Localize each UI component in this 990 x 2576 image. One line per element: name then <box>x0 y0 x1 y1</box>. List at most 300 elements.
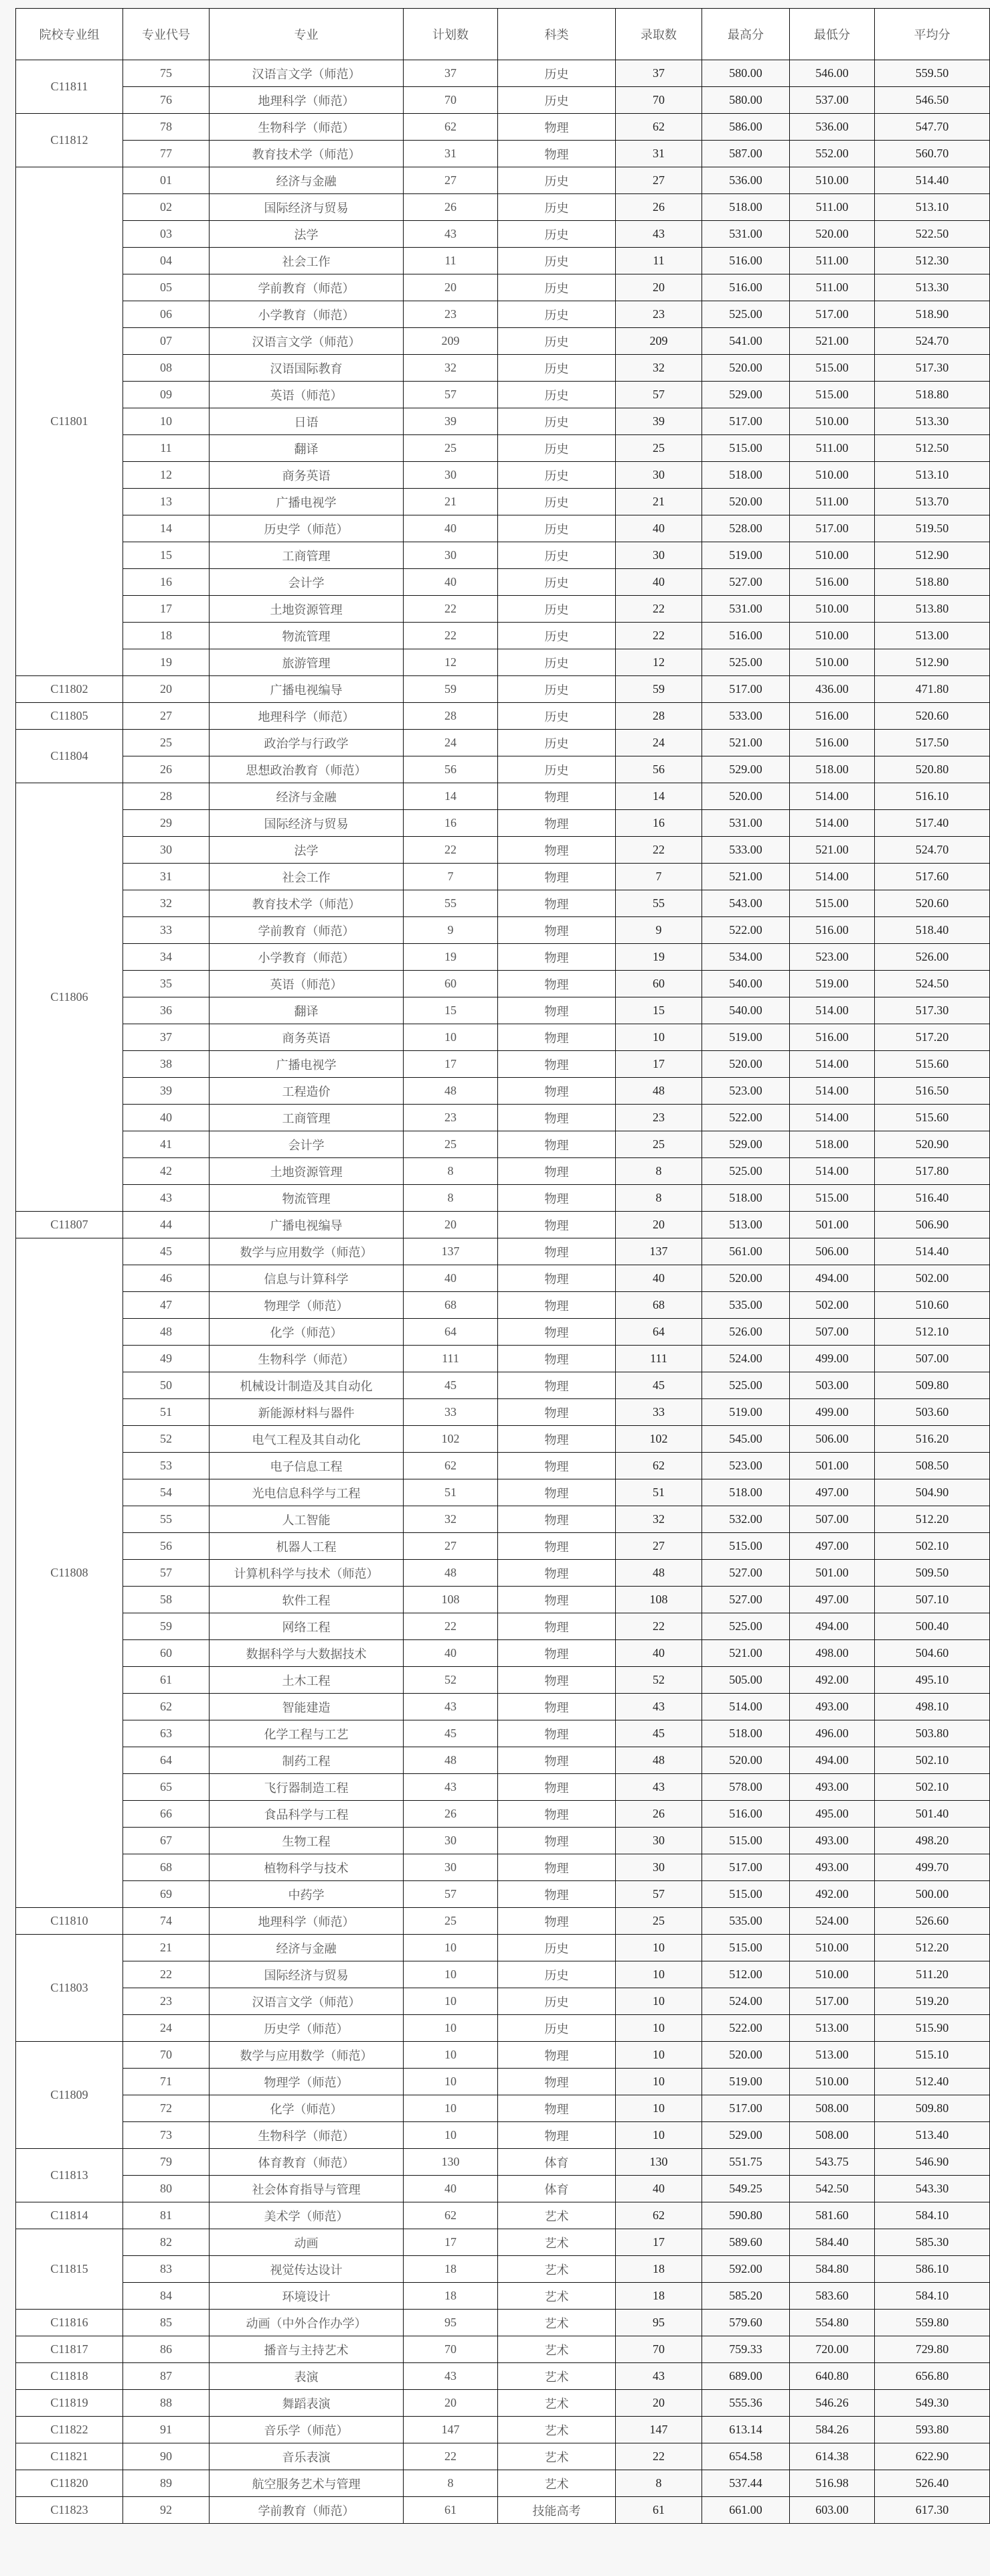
admitted-count: 24 <box>616 730 702 756</box>
table-row <box>16 515 990 542</box>
max-score: 578.00 <box>702 1774 790 1801</box>
avg-score: 547.70 <box>875 114 990 141</box>
plan-count: 25 <box>404 1908 498 1935</box>
subject-type: 历史 <box>498 1961 616 1988</box>
plan-count: 62 <box>404 2202 498 2229</box>
avg-score: 499.70 <box>875 1854 990 1881</box>
group-code: C11817 <box>16 2336 123 2363</box>
avg-score: 584.10 <box>875 2202 990 2229</box>
max-score: 516.00 <box>702 1801 790 1828</box>
group-code: C11803 <box>16 1935 123 2042</box>
major-code: 46 <box>123 1265 210 1292</box>
table-row <box>16 435 990 462</box>
max-score: 549.25 <box>702 2176 790 2202</box>
subject-type: 艺术 <box>498 2202 616 2229</box>
min-score: 614.38 <box>790 2443 875 2470</box>
admitted-count: 62 <box>616 1453 702 1479</box>
max-score: 587.00 <box>702 141 790 167</box>
max-score: 527.00 <box>702 1587 790 1613</box>
plan-count: 14 <box>404 783 498 810</box>
major-code: 08 <box>123 355 210 382</box>
major-code: 68 <box>123 1854 210 1881</box>
major-name: 生物科学（师范） <box>210 2122 404 2149</box>
max-score: 514.00 <box>702 1694 790 1720</box>
major-code: 04 <box>123 248 210 274</box>
major-name: 学前教育（师范） <box>210 917 404 944</box>
table-row <box>16 408 990 435</box>
major-code: 83 <box>123 2256 210 2283</box>
admitted-count: 68 <box>616 1292 702 1319</box>
subject-type: 历史 <box>498 462 616 489</box>
subject-type: 物理 <box>498 1533 616 1560</box>
admitted-count: 40 <box>616 1265 702 1292</box>
subject-type: 艺术 <box>498 2310 616 2336</box>
major-code: 53 <box>123 1453 210 1479</box>
major-name: 思想政治教育（师范） <box>210 756 404 783</box>
plan-count: 102 <box>404 1426 498 1453</box>
major-code: 30 <box>123 837 210 864</box>
min-score: 510.00 <box>790 2069 875 2095</box>
subject-type: 物理 <box>498 1426 616 1453</box>
avg-score: 519.50 <box>875 515 990 542</box>
avg-score: 503.60 <box>875 1399 990 1426</box>
admitted-count: 57 <box>616 1881 702 1908</box>
major-code: 84 <box>123 2283 210 2310</box>
subject-type: 物理 <box>498 1078 616 1105</box>
table-row <box>16 1372 990 1399</box>
major-code: 47 <box>123 1292 210 1319</box>
max-score: 515.00 <box>702 435 790 462</box>
table-row <box>16 971 990 997</box>
table-row <box>16 1801 990 1828</box>
major-code: 21 <box>123 1935 210 1961</box>
subject-type: 艺术 <box>498 2417 616 2443</box>
subject-type: 物理 <box>498 890 616 917</box>
subject-type: 物理 <box>498 1024 616 1051</box>
plan-count: 68 <box>404 1292 498 1319</box>
min-score: 514.00 <box>790 1078 875 1105</box>
avg-score: 471.80 <box>875 676 990 703</box>
table-row <box>16 1961 990 1988</box>
table-row <box>16 2390 990 2417</box>
plan-count: 17 <box>404 1051 498 1078</box>
major-name: 小学教育（师范） <box>210 301 404 328</box>
major-code: 80 <box>123 2176 210 2202</box>
major-code: 89 <box>123 2470 210 2497</box>
avg-score: 518.80 <box>875 569 990 596</box>
major-name: 国际经济与贸易 <box>210 194 404 221</box>
admitted-count: 10 <box>616 2122 702 2149</box>
major-name: 国际经济与贸易 <box>210 1961 404 1988</box>
table-row <box>16 1265 990 1292</box>
group-code: C11802 <box>16 676 123 703</box>
major-code: 39 <box>123 1078 210 1105</box>
admitted-count: 209 <box>616 328 702 355</box>
min-score: 492.00 <box>790 1667 875 1694</box>
header-subject: 科类 <box>498 9 616 60</box>
min-score: 508.00 <box>790 2095 875 2122</box>
min-score: 498.00 <box>790 1640 875 1667</box>
avg-score: 506.90 <box>875 1212 990 1238</box>
avg-score: 526.00 <box>875 944 990 971</box>
max-score: 522.00 <box>702 2015 790 2042</box>
subject-type: 物理 <box>498 1212 616 1238</box>
major-name: 制药工程 <box>210 1747 404 1774</box>
max-score: 585.20 <box>702 2283 790 2310</box>
group-code: C11819 <box>16 2390 123 2417</box>
table-row <box>16 382 990 408</box>
table-row <box>16 2176 990 2202</box>
min-score: 584.26 <box>790 2417 875 2443</box>
major-code: 66 <box>123 1801 210 1828</box>
major-name: 教育技术学（师范） <box>210 890 404 917</box>
table-row <box>16 2310 990 2336</box>
admitted-count: 40 <box>616 2176 702 2202</box>
admitted-count: 57 <box>616 382 702 408</box>
max-score: 525.00 <box>702 649 790 676</box>
major-code: 06 <box>123 301 210 328</box>
admitted-count: 64 <box>616 1319 702 1346</box>
major-code: 60 <box>123 1640 210 1667</box>
table-row <box>16 1935 990 1961</box>
table-row <box>16 87 990 114</box>
table-row <box>16 1212 990 1238</box>
subject-type: 物理 <box>498 114 616 141</box>
admitted-count: 40 <box>616 569 702 596</box>
major-name: 信息与计算科学 <box>210 1265 404 1292</box>
max-score: 555.36 <box>702 2390 790 2417</box>
max-score: 520.00 <box>702 1051 790 1078</box>
admitted-count: 23 <box>616 1105 702 1131</box>
avg-score: 516.50 <box>875 1078 990 1105</box>
avg-score: 507.00 <box>875 1346 990 1372</box>
plan-count: 48 <box>404 1560 498 1587</box>
subject-type: 体育 <box>498 2176 616 2202</box>
major-code: 91 <box>123 2417 210 2443</box>
admitted-count: 40 <box>616 1640 702 1667</box>
subject-type: 物理 <box>498 1560 616 1587</box>
table-row <box>16 2417 990 2443</box>
min-score: 515.00 <box>790 355 875 382</box>
plan-count: 10 <box>404 2042 498 2069</box>
major-name: 音乐学（师范） <box>210 2417 404 2443</box>
major-name: 政治学与行政学 <box>210 730 404 756</box>
table-row <box>16 1506 990 1533</box>
plan-count: 64 <box>404 1319 498 1346</box>
min-score: 436.00 <box>790 676 875 703</box>
major-code: 87 <box>123 2363 210 2390</box>
plan-count: 21 <box>404 489 498 515</box>
subject-type: 物理 <box>498 1453 616 1479</box>
major-code: 72 <box>123 2095 210 2122</box>
avg-score: 512.50 <box>875 435 990 462</box>
plan-count: 57 <box>404 382 498 408</box>
admitted-count: 16 <box>616 810 702 837</box>
table-row <box>16 864 990 890</box>
plan-count: 22 <box>404 596 498 623</box>
plan-count: 27 <box>404 167 498 194</box>
major-code: 27 <box>123 703 210 730</box>
min-score: 514.00 <box>790 864 875 890</box>
table-row <box>16 489 990 515</box>
subject-type: 艺术 <box>498 2470 616 2497</box>
admitted-count: 60 <box>616 971 702 997</box>
admitted-count: 43 <box>616 2363 702 2390</box>
subject-type: 历史 <box>498 408 616 435</box>
table-row <box>16 1479 990 1506</box>
major-code: 17 <box>123 596 210 623</box>
min-score: 494.00 <box>790 1613 875 1640</box>
avg-score: 524.50 <box>875 971 990 997</box>
major-name: 植物科学与技术 <box>210 1854 404 1881</box>
max-score: 519.00 <box>702 2069 790 2095</box>
max-score: 529.00 <box>702 1131 790 1158</box>
group-code: C11805 <box>16 703 123 730</box>
min-score: 552.00 <box>790 141 875 167</box>
subject-type: 物理 <box>498 1238 616 1265</box>
min-score: 537.00 <box>790 87 875 114</box>
major-code: 48 <box>123 1319 210 1346</box>
min-score: 523.00 <box>790 944 875 971</box>
subject-type: 艺术 <box>498 2336 616 2363</box>
admitted-count: 21 <box>616 489 702 515</box>
subject-type: 历史 <box>498 355 616 382</box>
max-score: 521.00 <box>702 730 790 756</box>
subject-type: 艺术 <box>498 2283 616 2310</box>
admitted-count: 8 <box>616 1185 702 1212</box>
avg-score: 593.80 <box>875 2417 990 2443</box>
max-score: 515.00 <box>702 1881 790 1908</box>
avg-score: 517.40 <box>875 810 990 837</box>
group-code: C11801 <box>16 167 123 676</box>
major-code: 92 <box>123 2497 210 2524</box>
major-name: 汉语言文学（师范） <box>210 1988 404 2015</box>
min-score: 519.00 <box>790 971 875 997</box>
major-code: 03 <box>123 221 210 248</box>
major-code: 86 <box>123 2336 210 2363</box>
plan-count: 62 <box>404 1453 498 1479</box>
subject-type: 物理 <box>498 1346 616 1372</box>
min-score: 543.75 <box>790 2149 875 2176</box>
admitted-count: 11 <box>616 248 702 274</box>
major-code: 88 <box>123 2390 210 2417</box>
table-row <box>16 542 990 569</box>
admitted-count: 55 <box>616 890 702 917</box>
major-name: 商务英语 <box>210 462 404 489</box>
major-name: 广播电视学 <box>210 489 404 515</box>
plan-count: 45 <box>404 1720 498 1747</box>
min-score: 524.00 <box>790 1908 875 1935</box>
admitted-count: 39 <box>616 408 702 435</box>
max-score: 545.00 <box>702 1426 790 1453</box>
major-code: 77 <box>123 141 210 167</box>
subject-type: 历史 <box>498 194 616 221</box>
min-score: 493.00 <box>790 1774 875 1801</box>
min-score: 507.00 <box>790 1319 875 1346</box>
subject-type: 物理 <box>498 1774 616 1801</box>
subject-type: 物理 <box>498 1587 616 1613</box>
major-name: 美术学（师范） <box>210 2202 404 2229</box>
major-code: 41 <box>123 1131 210 1158</box>
subject-type: 物理 <box>498 1667 616 1694</box>
admitted-count: 43 <box>616 1694 702 1720</box>
min-score: 515.00 <box>790 1185 875 1212</box>
admitted-count: 18 <box>616 2256 702 2283</box>
major-name: 英语（师范） <box>210 971 404 997</box>
table-row <box>16 1346 990 1372</box>
max-score: 529.00 <box>702 382 790 408</box>
plan-count: 27 <box>404 1533 498 1560</box>
admitted-count: 30 <box>616 462 702 489</box>
table-row <box>16 2149 990 2176</box>
major-name: 化学工程与工艺 <box>210 1720 404 1747</box>
subject-type: 物理 <box>498 2042 616 2069</box>
table-row <box>16 328 990 355</box>
min-score: 495.00 <box>790 1801 875 1828</box>
plan-count: 10 <box>404 2069 498 2095</box>
min-score: 494.00 <box>790 1747 875 1774</box>
major-name: 社会工作 <box>210 248 404 274</box>
max-score: 535.00 <box>702 1908 790 1935</box>
major-name: 日语 <box>210 408 404 435</box>
plan-count: 147 <box>404 2417 498 2443</box>
admitted-count: 7 <box>616 864 702 890</box>
admitted-count: 45 <box>616 1720 702 1747</box>
min-score: 501.00 <box>790 1212 875 1238</box>
plan-count: 18 <box>404 2256 498 2283</box>
min-score: 513.00 <box>790 2042 875 2069</box>
plan-count: 39 <box>404 408 498 435</box>
plan-count: 40 <box>404 1640 498 1667</box>
max-score: 540.00 <box>702 971 790 997</box>
max-score: 520.00 <box>702 1265 790 1292</box>
major-code: 82 <box>123 2229 210 2256</box>
plan-count: 30 <box>404 462 498 489</box>
plan-count: 43 <box>404 1774 498 1801</box>
min-score: 499.00 <box>790 1346 875 1372</box>
table-row <box>16 1988 990 2015</box>
plan-count: 60 <box>404 971 498 997</box>
min-score: 514.00 <box>790 783 875 810</box>
major-name: 历史学（师范） <box>210 2015 404 2042</box>
max-score: 520.00 <box>702 489 790 515</box>
major-code: 70 <box>123 2042 210 2069</box>
major-code: 44 <box>123 1212 210 1238</box>
group-code: C11814 <box>16 2202 123 2229</box>
avg-score: 512.40 <box>875 2069 990 2095</box>
table-row <box>16 1078 990 1105</box>
table-row <box>16 2122 990 2149</box>
table-row <box>16 2069 990 2095</box>
subject-type: 历史 <box>498 703 616 730</box>
min-score: 510.00 <box>790 167 875 194</box>
major-code: 26 <box>123 756 210 783</box>
plan-count: 10 <box>404 2122 498 2149</box>
subject-type: 物理 <box>498 1399 616 1426</box>
admitted-count: 62 <box>616 114 702 141</box>
table-row <box>16 1881 990 1908</box>
table-row <box>16 2095 990 2122</box>
subject-type: 物理 <box>498 1828 616 1854</box>
major-name: 社会体育指导与管理 <box>210 2176 404 2202</box>
plan-count: 31 <box>404 141 498 167</box>
min-score: 510.00 <box>790 596 875 623</box>
max-score: 521.00 <box>702 864 790 890</box>
major-name: 翻译 <box>210 435 404 462</box>
table-row <box>16 2497 990 2524</box>
major-name: 人工智能 <box>210 1506 404 1533</box>
table-row <box>16 2229 990 2256</box>
subject-type: 物理 <box>498 1720 616 1747</box>
subject-type: 物理 <box>498 1613 616 1640</box>
major-name: 数据科学与大数据技术 <box>210 1640 404 1667</box>
subject-type: 历史 <box>498 623 616 649</box>
max-score: 517.00 <box>702 408 790 435</box>
min-score: 511.00 <box>790 489 875 515</box>
admitted-count: 10 <box>616 2095 702 2122</box>
major-code: 43 <box>123 1185 210 1212</box>
admitted-count: 10 <box>616 1024 702 1051</box>
table-row <box>16 2470 990 2497</box>
max-score: 518.00 <box>702 194 790 221</box>
avg-score: 504.90 <box>875 1479 990 1506</box>
table-row <box>16 837 990 864</box>
avg-score: 514.40 <box>875 1238 990 1265</box>
admitted-count: 37 <box>616 60 702 87</box>
max-score: 519.00 <box>702 1024 790 1051</box>
major-name: 化学（师范） <box>210 1319 404 1346</box>
major-name: 物流管理 <box>210 623 404 649</box>
max-score: 520.00 <box>702 2042 790 2069</box>
subject-type: 历史 <box>498 596 616 623</box>
admitted-count: 30 <box>616 1854 702 1881</box>
admitted-count: 22 <box>616 2443 702 2470</box>
major-name: 飞行器制造工程 <box>210 1774 404 1801</box>
max-score: 534.00 <box>702 944 790 971</box>
avg-score: 524.70 <box>875 837 990 864</box>
avg-score: 507.10 <box>875 1587 990 1613</box>
plan-count: 7 <box>404 864 498 890</box>
admitted-count: 15 <box>616 997 702 1024</box>
header-major: 专业 <box>210 9 404 60</box>
min-score: 513.00 <box>790 2015 875 2042</box>
plan-count: 23 <box>404 301 498 328</box>
admitted-count: 25 <box>616 1908 702 1935</box>
min-score: 496.00 <box>790 1720 875 1747</box>
major-name: 机械设计制造及其自动化 <box>210 1372 404 1399</box>
subject-type: 艺术 <box>498 2363 616 2390</box>
major-code: 16 <box>123 569 210 596</box>
subject-type: 艺术 <box>498 2443 616 2470</box>
plan-count: 30 <box>404 542 498 569</box>
subject-type: 物理 <box>498 141 616 167</box>
plan-count: 10 <box>404 1961 498 1988</box>
major-name: 动画 <box>210 2229 404 2256</box>
max-score: 519.00 <box>702 1399 790 1426</box>
max-score: 580.00 <box>702 60 790 87</box>
major-code: 61 <box>123 1667 210 1694</box>
subject-type: 技能高考 <box>498 2497 616 2524</box>
admitted-count: 20 <box>616 1212 702 1238</box>
max-score: 524.00 <box>702 1346 790 1372</box>
admitted-count: 40 <box>616 515 702 542</box>
min-score: 502.00 <box>790 1292 875 1319</box>
plan-count: 33 <box>404 1399 498 1426</box>
avg-score: 559.80 <box>875 2310 990 2336</box>
major-name: 新能源材料与器件 <box>210 1399 404 1426</box>
major-code: 10 <box>123 408 210 435</box>
plan-count: 28 <box>404 703 498 730</box>
